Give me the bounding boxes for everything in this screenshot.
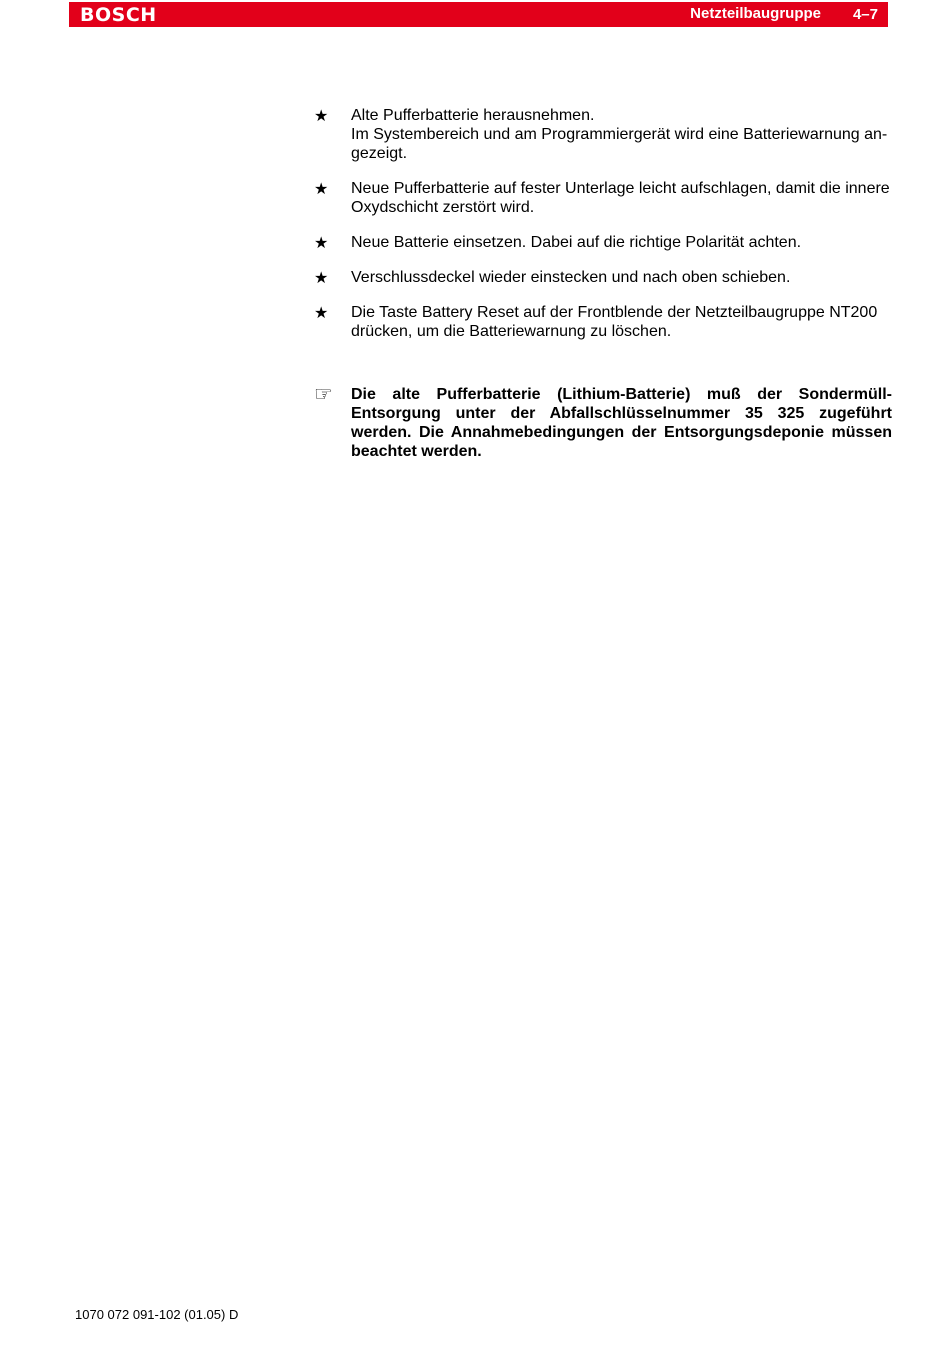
list-item bbox=[314, 233, 892, 252]
star-icon: ★ bbox=[314, 106, 329, 125]
step-text: Neue Batterie einsetzen. Dabei auf die richtige Polarität achten. bbox=[351, 234, 802, 251]
disposal-note bbox=[314, 382, 892, 461]
pointing-hand-icon: ☞ bbox=[314, 382, 333, 406]
brand-logo: BOSCH bbox=[80, 4, 157, 26]
step-list bbox=[314, 106, 892, 357]
star-icon: ★ bbox=[314, 179, 329, 198]
header-bar bbox=[69, 2, 888, 27]
section-title: Netzteilbaugruppe bbox=[690, 5, 821, 22]
list-item bbox=[314, 106, 892, 163]
list-item bbox=[314, 179, 892, 217]
step-text: Verschlussdeckel wieder einstecken und nach oben schieben. bbox=[351, 269, 791, 286]
step-text: Die Taste Battery Reset auf der Frontblende der Netzteilbaugruppe NT200 drücken, um die Batteriewarnung zu löschen. bbox=[351, 304, 878, 340]
list-item bbox=[314, 303, 892, 341]
step-text: Alte Pufferbatterie herausnehmen. Im Systembereich und am Programmiergerät wird eine Batteriewarnung an- gezeigt. bbox=[351, 107, 888, 162]
star-icon: ★ bbox=[314, 233, 329, 252]
star-icon: ★ bbox=[314, 268, 329, 287]
document-number: 1070 072 091-102 (01.05) D bbox=[75, 1307, 239, 1322]
star-icon: ★ bbox=[314, 303, 329, 322]
note-text: Die alte Pufferbatterie (Lithium-Batterie) muß der Sondermüll-Entsorgung unter der Abfallschlüsselnummer 35 325 zugeführt werden. Die Annahmebedingungen der Entsorgungsdeponie müssen beachtet werden. bbox=[351, 386, 892, 460]
step-text: Neue Pufferbatterie auf fester Unterlage leicht aufschlagen, damit die innere Oxydschicht zerstört wird. bbox=[351, 180, 890, 216]
page-number: 4–7 bbox=[852, 6, 878, 23]
list-item bbox=[314, 268, 892, 287]
